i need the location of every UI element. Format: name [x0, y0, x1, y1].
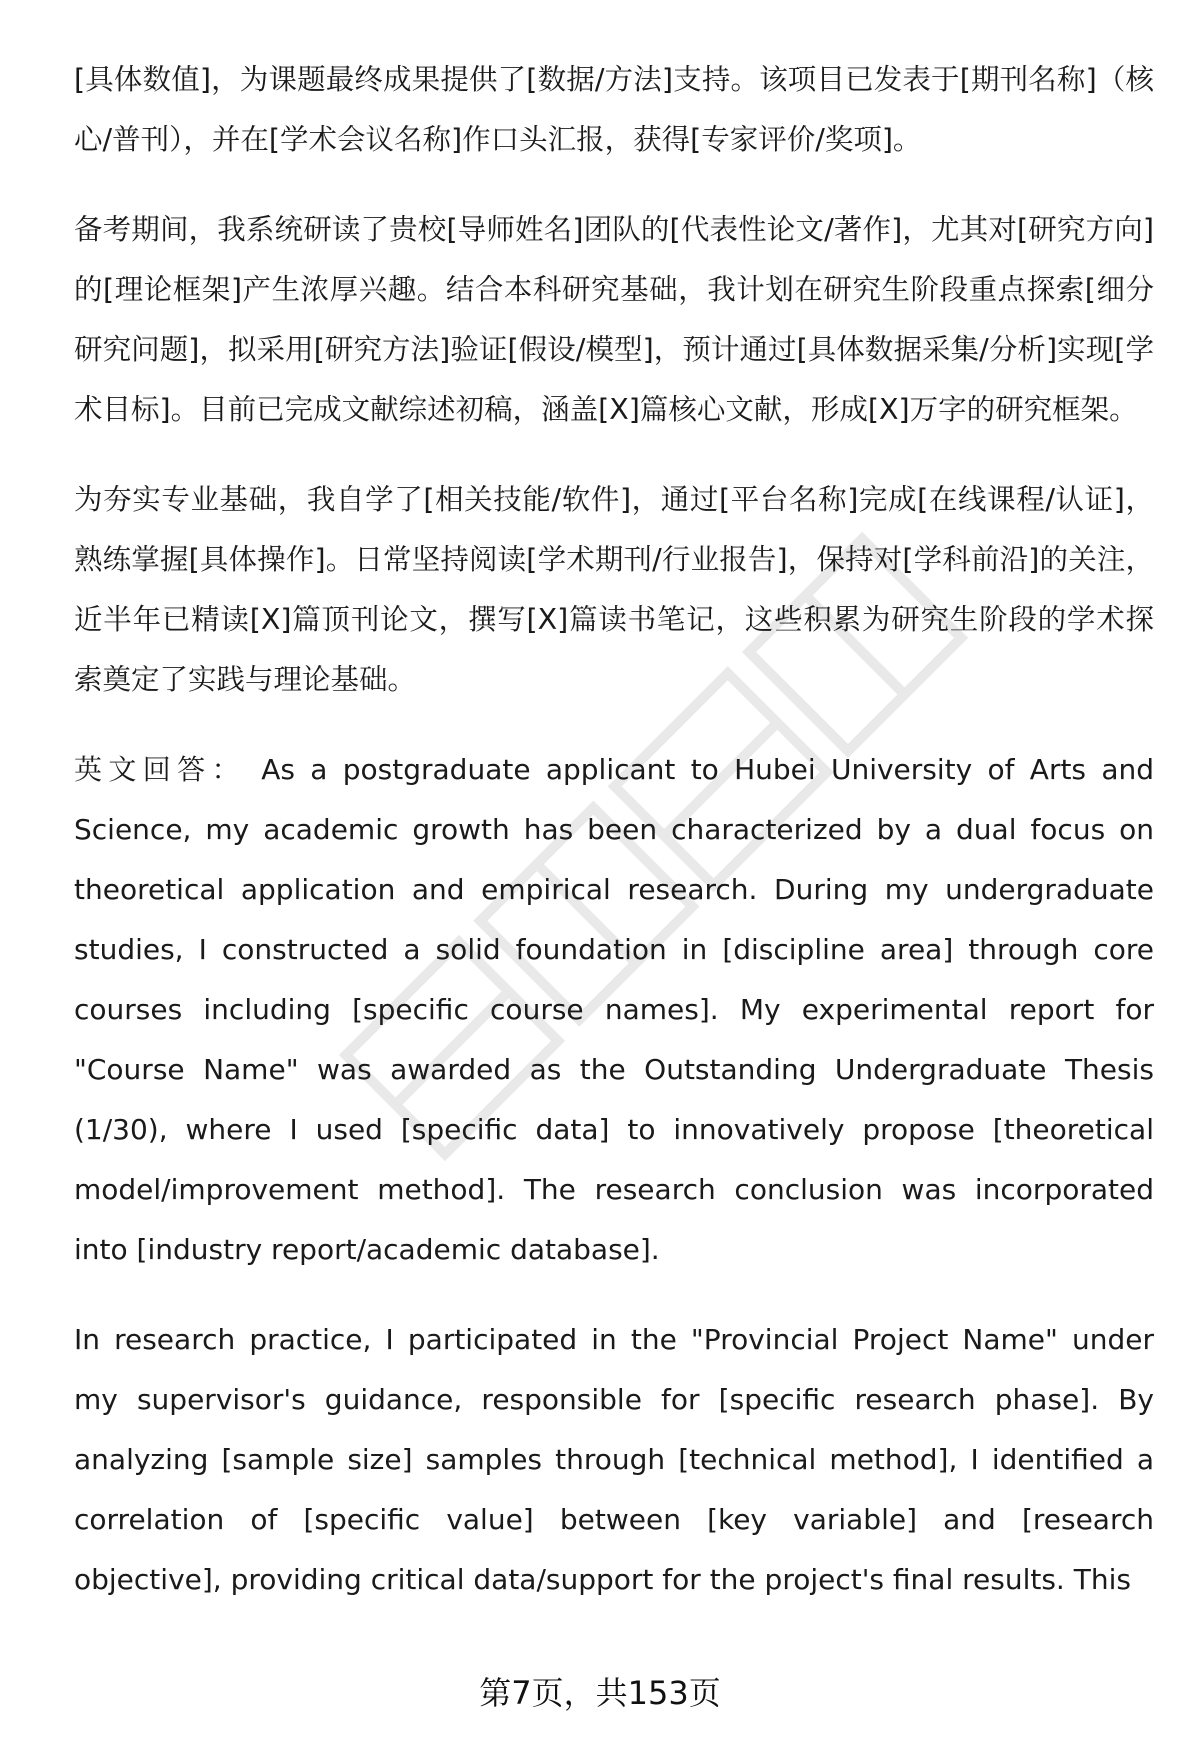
paragraph-2: 备考期间，我系统研读了贵校[导师姓名]团队的[代表性论文/著作]，尤其对[研究方向]的[理论框架]产生浓厚兴趣。结合本科研究基础，我计划在研究生阶段重点探索[细分研究问题]，拟采用[研究方法]验证[假设/模型]，预计通过[具体数据采集/分析]实现[学术目标]。目前已完成文献综述初稿，涵盖[X]篇核心文献，形成[X]万字的研究框架。 — [74, 213, 1155, 426]
paragraph-1: [具体数值]，为课题最终成果提供了[数据/方法]支持。该项目已发表于[期刊名称]（核心/普刊），并在[学术会议名称]作口头汇报，获得[专家评价/奖项]。 — [74, 63, 1154, 156]
paragraph-3: 为夯实专业基础，我自学了[相关技能/软件]，通过[平台名称]完成[在线课程/认证]，熟练掌握[具体操作]。日常坚持阅读[学术期刊/行业报告]，保持对[学科前沿]的关注，近半年已精读[X]篇顶刊论文，撰写[X]篇读书笔记，这些积累为研究生阶段的学术探索奠定了实践与理论基础。 — [74, 483, 1154, 696]
page-number-footer: 第7页，共153页 — [479, 1674, 721, 1712]
document-page — [74, 50, 1154, 1610]
paragraph-4-english-answer: 英文回答： As a postgraduate applicant to Hubei University of Arts and Science, my academic growth has been characterized by a dual focus on theoretical application and empirical research. During my undergraduate studies, I constructed a solid foundation in [discipline area] through core courses including [specific course names]. My experimental report for "Course Name" was awarded as the Outstanding Undergraduate Thesis (1/30), where I used [specific data] to innovatively propose [theoretical model/improvement method]. The research conclusion was incorporated into [industry report/academic database]. — [74, 753, 1154, 1266]
paragraph-5: In research practice, I participated in the "Provincial Project Name" under my supervisor's guidance, responsible for [specific research phase]. By analyzing [sample size] samples through [technical method], I identified a correlation of [specific value] between [key variable] and [research objective], providing critical data/support for the project's final results. This — [74, 1323, 1154, 1596]
